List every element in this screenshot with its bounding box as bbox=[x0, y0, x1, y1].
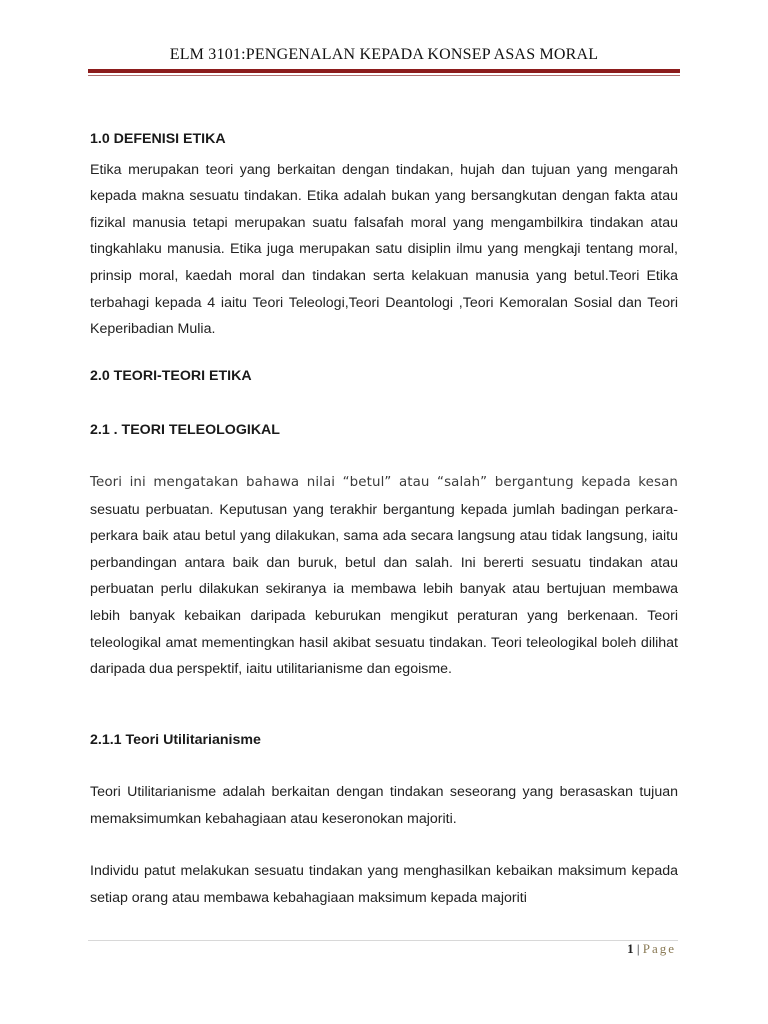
paragraph-teleologikal: sesuatu perbuatan. Keputusan yang terakhir bergantung kepada jumlah badingan perkara-perkara baik atau betul yang dilakukan, sama ada secara langsung atau tidak langsung, iaitu perbandingan antara baik dan buruk, betul dan salah. Ini bererti sesuatu tindakan atau perbuatan perlu dilakukan sekiranya ia membawa lebih banyak atau bertujuan membawa lebih banyak kebaikan daripada keburukan mengikut peraturan yang berkenaan. Teori teleologikal amat mementingkan hasil akibat sesuatu tindakan. Teori teleologikal boleh dilihat daripada dua perspektif, iaitu utilitarianisme dan egoisme. bbox=[90, 501, 678, 678]
page-number-separator: | bbox=[636, 941, 640, 956]
section-heading-teori-etika: 2.0 TEORI-TEORI ETIKA bbox=[90, 367, 252, 384]
page-number bbox=[627, 941, 676, 957]
footer-rule bbox=[88, 940, 678, 941]
section-heading-utilitarianisme: 2.1.1 Teori Utilitarianisme bbox=[90, 731, 261, 748]
document-header-title: ELM 3101:PENGENALAN KEPADA KONSEP ASAS MORAL bbox=[169, 46, 599, 63]
paragraph-utilitarianisme-1: Teori Utilitarianisme adalah berkaitan dengan tindakan seseorang yang berasaskan tujuan memaksimumkan kebahagiaan atau keseronokan majoriti. bbox=[90, 784, 678, 827]
section-heading-teori-teleologikal: 2.1 . TEORI TELEOLOGIKAL bbox=[90, 422, 280, 439]
paragraph-utilitarianisme-2: Individu patut melakukan sesuatu tindakan yang menghasilkan kebaikan maksimum kepada setiap orang atau membawa kebahagiaan maksimum kepada majoriti bbox=[90, 863, 678, 907]
header-rule-thin bbox=[88, 75, 680, 76]
page-number-value: 1 bbox=[627, 941, 634, 956]
document-body bbox=[90, 126, 678, 912]
section-heading-definisi-etika: 1.0 DEFENISI ETIKA bbox=[90, 131, 226, 147]
paragraph-teleologikal-lead: Teori ini mengatakan bahawa nilai “betul” atau “salah” bergantung kepada kesan bbox=[90, 474, 678, 490]
page-number-label: Page bbox=[642, 941, 676, 956]
header-rule-thick bbox=[88, 69, 680, 73]
paragraph-definisi-etika: Etika merupakan teori yang berkaitan dengan tindakan, hujah dan tujuan yang mengarah kepada makna sesuatu tindakan. Etika adalah bukan yang bersangkutan dengan fakta atau fizikal manusia tetapi merupakan suatu falsafah moral yang mengambilkira tindakan atau tingkahlaku manusia. Etika juga merupakan satu disiplin ilmu yang mengkaji tentang moral, prinsip moral, kaedah moral dan tindakan serta kelakuan manusia yang betul.Teori Etika terbahagi kepada 4 iaitu Teori Teleologi,Teori Deantologi ,Teori Kemoralan Sosial dan Teori Keperibadian Mulia. bbox=[90, 161, 678, 338]
